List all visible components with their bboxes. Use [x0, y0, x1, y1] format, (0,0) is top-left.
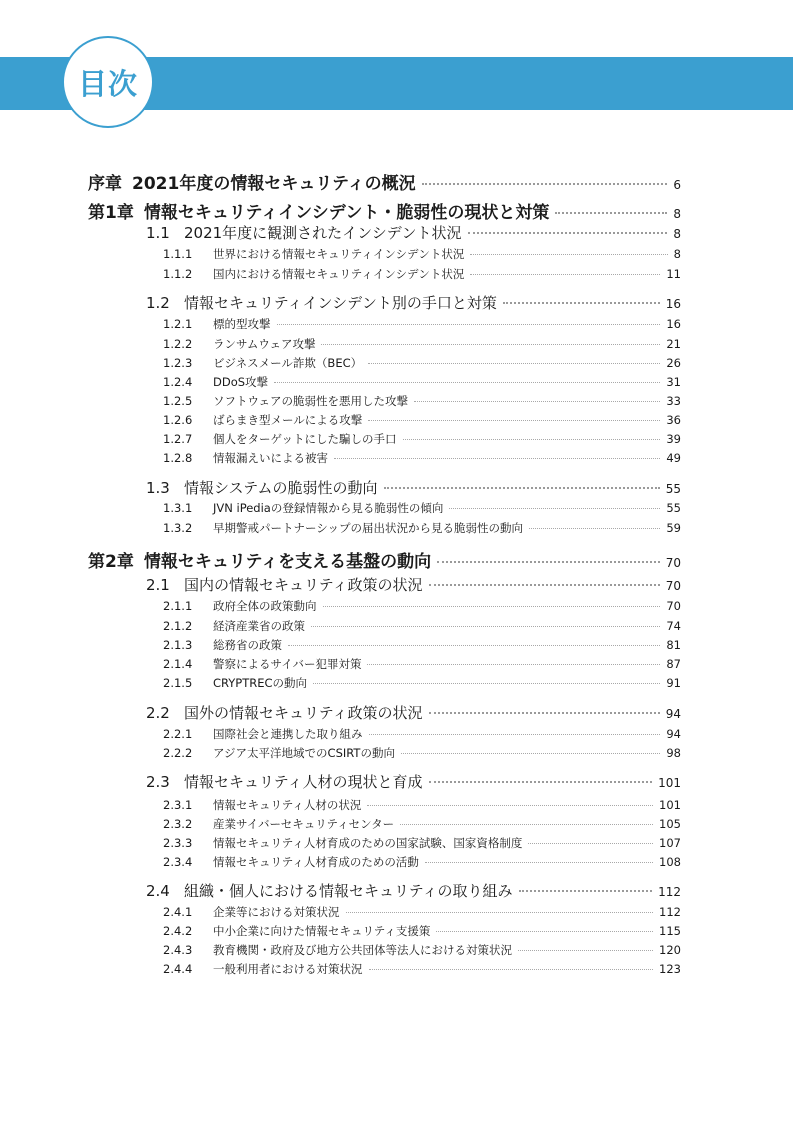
toc-sub-row: [163, 961, 681, 977]
toc-page-number: 107: [659, 836, 681, 850]
toc-chapter-row: [88, 547, 681, 572]
dotted-leader: [311, 626, 660, 627]
toc-entry-number: 2.1.3: [163, 638, 193, 652]
dotted-leader: [470, 274, 660, 275]
toc-entry-number: 2.1.5: [163, 676, 193, 690]
dotted-leader: [367, 805, 653, 806]
dotted-leader: [429, 781, 653, 783]
toc-page-number: 8: [673, 207, 681, 221]
toc-entry-title: ランサムウェア攻撃: [213, 337, 316, 351]
toc-entry-number: 2.2.1: [163, 727, 193, 741]
toc-sub-row: [163, 942, 681, 958]
toc-entry-number: 1.2.6: [163, 413, 193, 427]
toc-chapter-row: [88, 169, 681, 194]
toc-entry-title: DDoS攻撃: [213, 375, 269, 389]
dotted-leader: [429, 712, 660, 714]
toc-sub-row: [163, 835, 681, 851]
dotted-leader: [437, 561, 660, 563]
toc-sub-row: [163, 450, 681, 466]
dotted-leader: [503, 302, 660, 304]
dotted-leader: [346, 912, 654, 913]
toc-entry-title: 組織・個人における情報セキュリティの取り組み: [184, 882, 513, 900]
toc-entry-title: 一般利用者における対策状況: [213, 962, 363, 976]
toc-page-number: 36: [666, 413, 681, 427]
toc-entry-title: 早期警戒パートナーシップの届出状況から見る脆弱性の動向: [213, 521, 524, 535]
toc-entry-title: 情報セキュリティ人材育成のための国家試験、国家資格制度: [213, 836, 523, 850]
toc-entry-title: 情報システムの脆弱性の動向: [184, 479, 378, 497]
toc-entry-title: 国内の情報セキュリティ政策の状況: [184, 576, 423, 594]
dotted-leader: [436, 931, 653, 932]
toc-page-number: 115: [659, 924, 681, 938]
dotted-leader: [529, 528, 660, 529]
dotted-leader: [321, 344, 660, 345]
toc-entry-number: 1.2.3: [163, 356, 193, 370]
toc-entry-number: 1.2.8: [163, 451, 193, 465]
toc-entry-number: 1.1: [146, 224, 170, 242]
toc-page-number: 70: [665, 579, 681, 593]
toc-entry-title: 国際社会と連携した取り組み: [213, 727, 363, 741]
toc-entry-title: 国外の情報セキュリティ政策の状況: [184, 704, 423, 722]
toc-sub-row: [163, 336, 681, 352]
toc-entry-title: 国内における情報セキュリティインシデント状況: [213, 267, 465, 281]
toc-page-number: 101: [659, 798, 681, 812]
toc-sub-row: [163, 656, 681, 672]
dotted-leader: [403, 439, 661, 440]
toc-entry-title: ばらまき型メールによる攻撃: [213, 413, 363, 427]
toc-entry-title: 経済産業省の政策: [213, 619, 305, 633]
toc-sub-row: [163, 675, 681, 691]
toc-page-number: 8: [673, 227, 681, 241]
dotted-leader: [369, 734, 661, 735]
toc-entry-title: 産業サイバーセキュリティセンター: [213, 817, 395, 831]
toc-sub-row: [163, 854, 681, 870]
toc-page-number: 26: [666, 356, 681, 370]
toc-page-number: 98: [666, 746, 681, 760]
toc-page-number: 87: [666, 657, 681, 671]
toc-entry-number: 第1章: [88, 203, 134, 223]
toc-sub-row: [163, 266, 681, 282]
toc-page-number: 101: [658, 776, 681, 790]
toc-sub-row: [163, 500, 681, 516]
toc-sub-row: [163, 246, 681, 262]
dotted-leader: [449, 508, 660, 509]
toc-entry-title: CRYPTRECの動向: [213, 676, 308, 690]
toc-entry-title: 総務省の政策: [213, 638, 282, 652]
toc-entry-number: 1.2: [146, 294, 170, 312]
toc-page-number: 105: [659, 817, 681, 831]
dotted-leader: [368, 420, 660, 421]
toc-sub-row: [163, 598, 681, 614]
toc-entry-number: 1.2.4: [163, 375, 193, 389]
toc-chapter-row: [88, 198, 681, 223]
toc-sub-row: [163, 726, 681, 742]
toc-entry-number: 1.1.1: [163, 247, 193, 261]
toc-entry-title: アジア太平洋地域でのCSIRTの動向: [213, 746, 395, 760]
dotted-leader: [429, 584, 660, 586]
dotted-leader: [274, 382, 660, 383]
toc-entry-title: 世界における情報セキュリティインシデント状況: [213, 247, 465, 261]
toc-page-number: 112: [658, 885, 681, 899]
toc-sub-row: [163, 316, 681, 332]
toc-section-row: [146, 222, 681, 243]
dotted-leader: [369, 969, 654, 970]
toc-page-number: 81: [666, 638, 681, 652]
dotted-leader: [425, 862, 653, 863]
toc-entry-number: 2.4.4: [163, 962, 193, 976]
toc-entry-number: 2.4.2: [163, 924, 193, 938]
toc-entry-number: 2.3.4: [163, 855, 193, 869]
toc-sub-row: [163, 393, 681, 409]
toc-section-row: [146, 771, 681, 792]
dotted-leader: [470, 254, 667, 255]
toc-entry-title: 企業等における対策状況: [213, 905, 340, 919]
toc-entry-title: 情報セキュリティを支える基盤の動向: [143, 552, 432, 572]
toc-sub-row: [163, 904, 681, 920]
toc-page-number: 16: [666, 317, 681, 331]
toc-entry-number: 2.1.4: [163, 657, 193, 671]
toc-page-number: 112: [659, 905, 681, 919]
toc-entry-number: 1.2.7: [163, 432, 193, 446]
toc-entry-title: 情報セキュリティ人材の現状と育成: [184, 773, 423, 791]
toc-entry-number: 2.3.2: [163, 817, 193, 831]
dotted-leader: [414, 401, 660, 402]
toc-sub-row: [163, 637, 681, 653]
toc-entry-title: JVN iPediaの登録情報から見る脆弱性の傾向: [213, 501, 444, 515]
toc-entry-number: 1.1.2: [163, 267, 193, 281]
dotted-leader: [334, 458, 660, 459]
toc-entry-number: 1.2.2: [163, 337, 193, 351]
toc-page-number: 39: [666, 432, 681, 446]
toc-page-number: 31: [666, 375, 681, 389]
toc-page-number: 74: [666, 619, 681, 633]
toc-sub-row: [163, 745, 681, 761]
toc-entry-title: 情報セキュリティ人材の状況: [213, 798, 362, 812]
dotted-leader: [401, 753, 660, 754]
dotted-leader: [288, 645, 660, 646]
toc-entry-number: 2.3: [146, 773, 170, 791]
dotted-leader: [468, 232, 668, 234]
toc-entry-title: 政府全体の政策動向: [213, 599, 317, 613]
toc-section-row: [146, 574, 681, 595]
toc-entry-number: 2.1: [146, 576, 170, 594]
dotted-leader: [277, 324, 661, 325]
toc-entry-title: 情報セキュリティインシデント別の手口と対策: [184, 294, 497, 312]
toc-entry-number: 1.3.1: [163, 501, 193, 515]
toc-entry-number: 2.1.2: [163, 619, 193, 633]
toc-page-number: 49: [666, 451, 681, 465]
toc-entry-number: 1.2.5: [163, 394, 193, 408]
dotted-leader: [528, 843, 653, 844]
toc-entry-title: ビジネスメール詐欺（BEC）: [213, 356, 363, 370]
toc-entry-number: 序章: [88, 174, 122, 194]
toc-entry-number: 1.3: [146, 479, 170, 497]
dotted-leader: [384, 487, 660, 489]
toc-page-number: 33: [666, 394, 681, 408]
toc-sub-row: [163, 374, 681, 390]
toc-entry-title: 個人をターゲットにした騙しの手口: [213, 432, 397, 446]
toc-page-number: 94: [666, 727, 681, 741]
toc-section-row: [146, 702, 681, 723]
toc-sub-row: [163, 412, 681, 428]
dotted-leader: [323, 606, 661, 607]
dotted-leader: [518, 950, 653, 951]
toc-entry-title: 2021年度に観測されたインシデント状況: [184, 224, 462, 242]
toc-page-number: 11: [666, 267, 681, 281]
toc-page-number: 70: [666, 599, 681, 613]
toc-entry-title: 標的型攻撃: [213, 317, 271, 331]
toc-entry-title: 情報セキュリティ人材育成のための活動: [213, 855, 419, 869]
toc-page-number: 8: [673, 247, 681, 261]
toc-entry-number: 2.1.1: [163, 599, 193, 613]
toc-page-number: 16: [665, 297, 681, 311]
toc-entry-number: 第2章: [88, 552, 134, 572]
toc-sub-row: [163, 431, 681, 447]
toc-entry-number: 2.2: [146, 704, 170, 722]
toc-sub-row: [163, 923, 681, 939]
toc-sub-row: [163, 520, 681, 536]
toc-entry-title: 教育機関・政府及び地方公共団体等法人における対策状況: [213, 943, 512, 957]
toc-entry-number: 2.4.3: [163, 943, 193, 957]
toc-sub-row: [163, 816, 681, 832]
toc-page-number: 70: [665, 556, 681, 570]
toc-page-number: 59: [666, 521, 681, 535]
toc-entry-title: ソフトウェアの脆弱性を悪用した攻撃: [213, 394, 409, 408]
toc-sub-row: [163, 355, 681, 371]
toc-page-number: 120: [659, 943, 681, 957]
dotted-leader: [519, 890, 653, 892]
toc-page-number: 21: [666, 337, 681, 351]
toc-entry-number: 2.4: [146, 882, 170, 900]
toc-page-number: 123: [659, 962, 681, 976]
dotted-leader: [367, 664, 660, 665]
toc-section-row: [146, 880, 681, 901]
toc-page-number: 55: [666, 501, 681, 515]
dotted-leader: [368, 363, 660, 364]
dotted-leader: [422, 183, 668, 185]
toc-sub-row: [163, 618, 681, 634]
toc-entry-title: 中小企業に向けた情報セキュリティ支援策: [213, 924, 431, 938]
toc-entry-number: 2.3.1: [163, 798, 193, 812]
page-title: 目次: [77, 66, 138, 101]
toc-entry-number: 1.2.1: [163, 317, 193, 331]
toc-sub-row: [163, 797, 681, 813]
toc-entry-title: 警察によるサイバー犯罪対策: [213, 657, 362, 671]
toc-entry-title: 情報漏えいによる被害: [213, 451, 328, 465]
toc-page-number: 94: [665, 707, 681, 721]
toc-entry-number: 2.3.3: [163, 836, 193, 850]
toc-page-number: 6: [673, 178, 681, 192]
toc-section-row: [146, 477, 681, 498]
toc-section-row: [146, 292, 681, 313]
dotted-leader: [555, 212, 667, 214]
dotted-leader: [400, 824, 653, 825]
toc-entry-title: 2021年度の情報セキュリティの概況: [132, 174, 416, 194]
toc-entry-number: 2.2.2: [163, 746, 193, 760]
toc-page-number: 108: [659, 855, 681, 869]
toc-entry-title: 情報セキュリティインシデント・脆弱性の現状と対策: [143, 203, 550, 223]
toc-entry-number: 1.3.2: [163, 521, 193, 535]
dotted-leader: [313, 683, 660, 684]
toc-entry-number: 2.4.1: [163, 905, 193, 919]
toc-page-number: 91: [666, 676, 681, 690]
toc-page-number: 55: [665, 482, 681, 496]
